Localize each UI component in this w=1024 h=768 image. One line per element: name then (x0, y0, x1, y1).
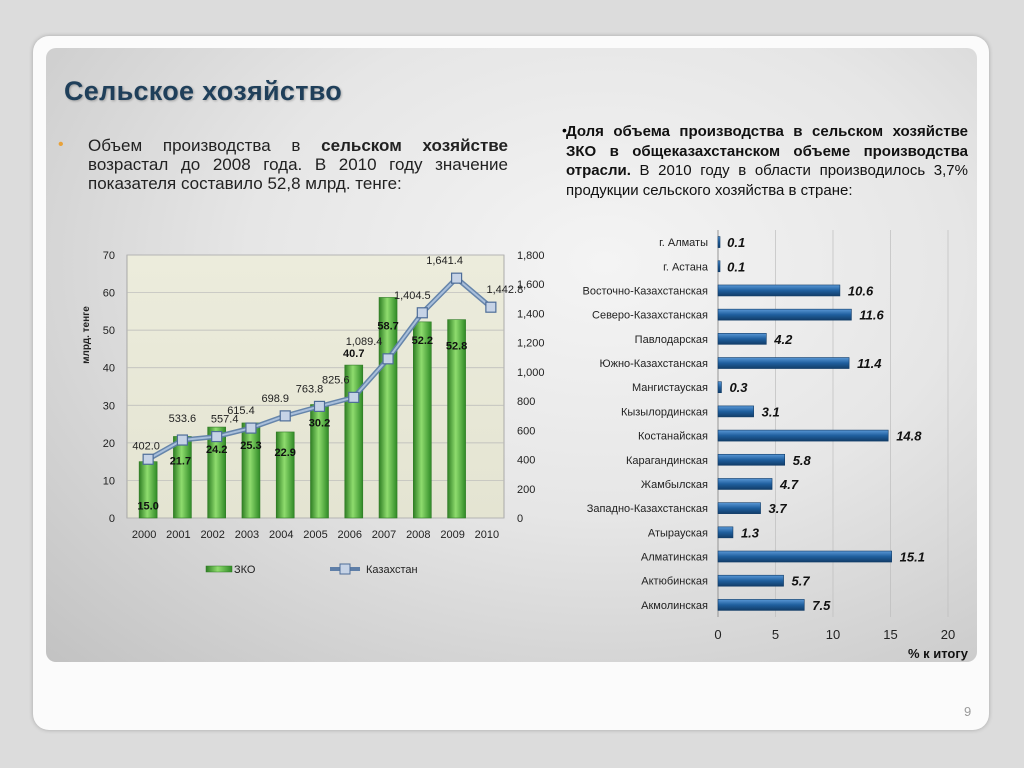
legend-swatch-zko (206, 566, 232, 572)
x-tick-label: 15 (883, 627, 898, 642)
x-tick-label: 5 (771, 627, 780, 642)
left-text-part1: Объем производства в (88, 136, 322, 155)
bullet-dot-icon: • (562, 122, 567, 138)
y-tick-label: 10 (102, 475, 115, 488)
left-text-part2: возрастал до 2008 года. В 2010 году значение показателя составило 52,8 млрд. тенге: (88, 155, 508, 193)
category-label: г. Алматы (659, 237, 708, 250)
category-label: Кызылординская (620, 406, 708, 419)
legend-label-kz: Казахстан (366, 564, 418, 576)
hbar-data-label: 14.8 (896, 428, 922, 444)
bar-data-label: 25.3 (240, 439, 262, 452)
bar-data-label: 52.8 (445, 340, 468, 353)
y-tick-label: 50 (102, 325, 115, 338)
hbar (718, 478, 772, 489)
line-data-label: 825.6 (322, 374, 350, 387)
hbar (718, 551, 892, 562)
hbar (718, 333, 766, 344)
hbar-data-label: 4.7 (780, 476, 799, 492)
bar-zko (173, 436, 191, 518)
y2-tick-label: 1,600 (517, 279, 545, 292)
x-tick-label: 2002 (200, 529, 225, 541)
hbar (718, 309, 851, 320)
category-label: Северо-Казахстанская (592, 309, 708, 322)
bar-zko (276, 432, 294, 518)
y-tick-label: 20 (102, 437, 115, 450)
x-tick-label: 2005 (303, 529, 328, 541)
hbar (718, 527, 733, 538)
y-tick-label: 70 (102, 250, 115, 262)
x-tick-label: 2001 (166, 529, 191, 541)
line-data-label: 402.0 (132, 440, 160, 453)
x-tick-label: 2009 (440, 529, 465, 541)
y-axis-title: млрд. тенге (81, 306, 92, 364)
y2-tick-label: 400 (517, 454, 536, 467)
bar-data-label: 15.0 (137, 500, 159, 513)
category-label: Атырауская (647, 527, 708, 540)
line-data-label: 763.8 (295, 383, 324, 396)
hbar (718, 237, 720, 248)
bar-zko (242, 423, 260, 518)
hbar-data-label: 7.5 (812, 597, 831, 613)
line-data-label: 698.9 (261, 392, 289, 405)
bar-data-label: 52.2 (411, 334, 434, 347)
bar-data-label: 40.7 (343, 348, 365, 361)
y2-tick-label: 200 (517, 483, 536, 496)
line-marker (177, 435, 187, 445)
hbar-data-label: 11.6 (859, 307, 884, 323)
hbar-data-label: 5.7 (791, 573, 810, 589)
bar-data-label: 22.9 (274, 446, 296, 459)
category-label: Восточно-Казахстанская (582, 285, 708, 298)
left-text-bold: сельском хозяйстве (321, 136, 508, 155)
line-marker (280, 411, 290, 421)
category-label: Мангистауская (631, 382, 708, 395)
category-label: Актюбинская (641, 575, 708, 588)
bar-zko (411, 322, 434, 518)
hbar-data-label: 0.3 (729, 380, 748, 396)
bar-data-label: 58.7 (377, 320, 399, 333)
y2-tick-label: 1,400 (517, 308, 545, 321)
x-tick-label: 2004 (268, 529, 294, 541)
x-tick-label: 2003 (234, 529, 260, 541)
hbar-chart (582, 230, 968, 661)
hbar (718, 599, 804, 610)
x-tick-label: 10 (825, 627, 841, 642)
hbar (718, 406, 754, 417)
legend-marker-kz (340, 564, 350, 574)
category-label: Павлодарская (634, 333, 708, 346)
category-label: Западно-Казахстанская (586, 503, 708, 516)
hbar (718, 430, 888, 441)
line-marker (143, 454, 153, 464)
bullet-icon: • (58, 136, 64, 153)
hbar (718, 261, 720, 272)
hbar-data-label: 0.1 (727, 235, 746, 251)
x-tick-label: 20 (940, 627, 956, 642)
x-tick-label: 2008 (406, 529, 431, 541)
right-text-bold: Доля объема производства в сельском хозяйстве ЗКО в общеказахстанском объеме производства отрасли. (566, 123, 968, 179)
hbar (718, 454, 785, 465)
line-marker (417, 308, 427, 318)
y2-tick-label: 600 (517, 425, 536, 438)
hbar-data-label: 5.8 (792, 452, 811, 468)
x-tick-label: 2010 (474, 529, 500, 541)
line-data-label: 1,089.4 (345, 335, 383, 348)
hbar-data-label: 15.1 (899, 549, 925, 565)
hbar-data-label: 11.4 (857, 356, 882, 372)
line-marker (486, 302, 496, 312)
x-tick-label: 2006 (337, 529, 363, 541)
y-tick-label: 30 (102, 400, 115, 413)
y-tick-label: 60 (102, 287, 115, 300)
line-data-label: 533.6 (168, 413, 197, 426)
bar-data-label: 24.2 (205, 444, 228, 457)
line-data-label: 1,641.4 (426, 255, 463, 268)
hbar (718, 285, 840, 296)
category-label: Жамбылская (640, 478, 708, 491)
category-label: Южно-Казахстанская (599, 358, 708, 371)
hbar-data-label: 10.6 (847, 283, 874, 299)
legend-label-zko: ЗКО (234, 564, 256, 576)
x-tick-label: 2000 (131, 529, 157, 541)
y2-tick-label: 0 (517, 513, 524, 525)
category-label: Алматинская (640, 551, 708, 564)
category-label: Карагандинская (626, 454, 708, 467)
bar-data-label: 30.2 (308, 417, 331, 430)
combo-chart (81, 250, 545, 576)
hbar-data-label: 1.3 (740, 525, 760, 541)
right-text-rest: В 2010 году в области производилось 3,7% продукции сельского хозяйства в стране: (566, 162, 968, 199)
category-label: Акмолинская (641, 599, 708, 612)
bar-data-label: 21.7 (169, 455, 192, 468)
hbar-data-label: 4.2 (774, 331, 793, 347)
line-data-label: 1,442.8 (486, 284, 524, 297)
y2-tick-label: 1,800 (517, 250, 545, 262)
hbar-data-label: 3.7 (768, 501, 787, 517)
line-marker (212, 432, 222, 442)
hbar-data-label: 0.1 (727, 259, 746, 275)
hbar (718, 382, 721, 393)
line-data-label: 1,404.5 (393, 289, 431, 302)
y2-tick-label: 1,000 (517, 366, 545, 379)
hbar-data-label: 3.1 (761, 404, 780, 420)
x-tick-label: 2007 (371, 529, 397, 541)
line-marker (452, 273, 462, 283)
line-data-label: 615.4 (227, 405, 255, 418)
category-label: Костанайская (637, 430, 708, 443)
y2-tick-label: 1,200 (517, 337, 545, 350)
category-label: г. Астана (663, 261, 708, 274)
line-marker (383, 354, 393, 364)
x-axis-title: % к итогу (907, 646, 968, 661)
line-marker (315, 401, 325, 411)
page-number: 9 (964, 704, 972, 719)
hbar (718, 503, 761, 514)
line-marker (246, 423, 256, 433)
y-tick-label: 0 (108, 513, 115, 525)
hbar (718, 575, 784, 586)
line-data-label: 557.4 (210, 413, 239, 426)
x-tick-label: 0 (714, 627, 722, 642)
slide-title: Сельское хозяйство (64, 76, 343, 106)
y2-tick-label: 800 (517, 396, 536, 409)
y-tick-label: 40 (102, 362, 115, 375)
line-marker (349, 392, 359, 402)
hbar (718, 358, 849, 369)
